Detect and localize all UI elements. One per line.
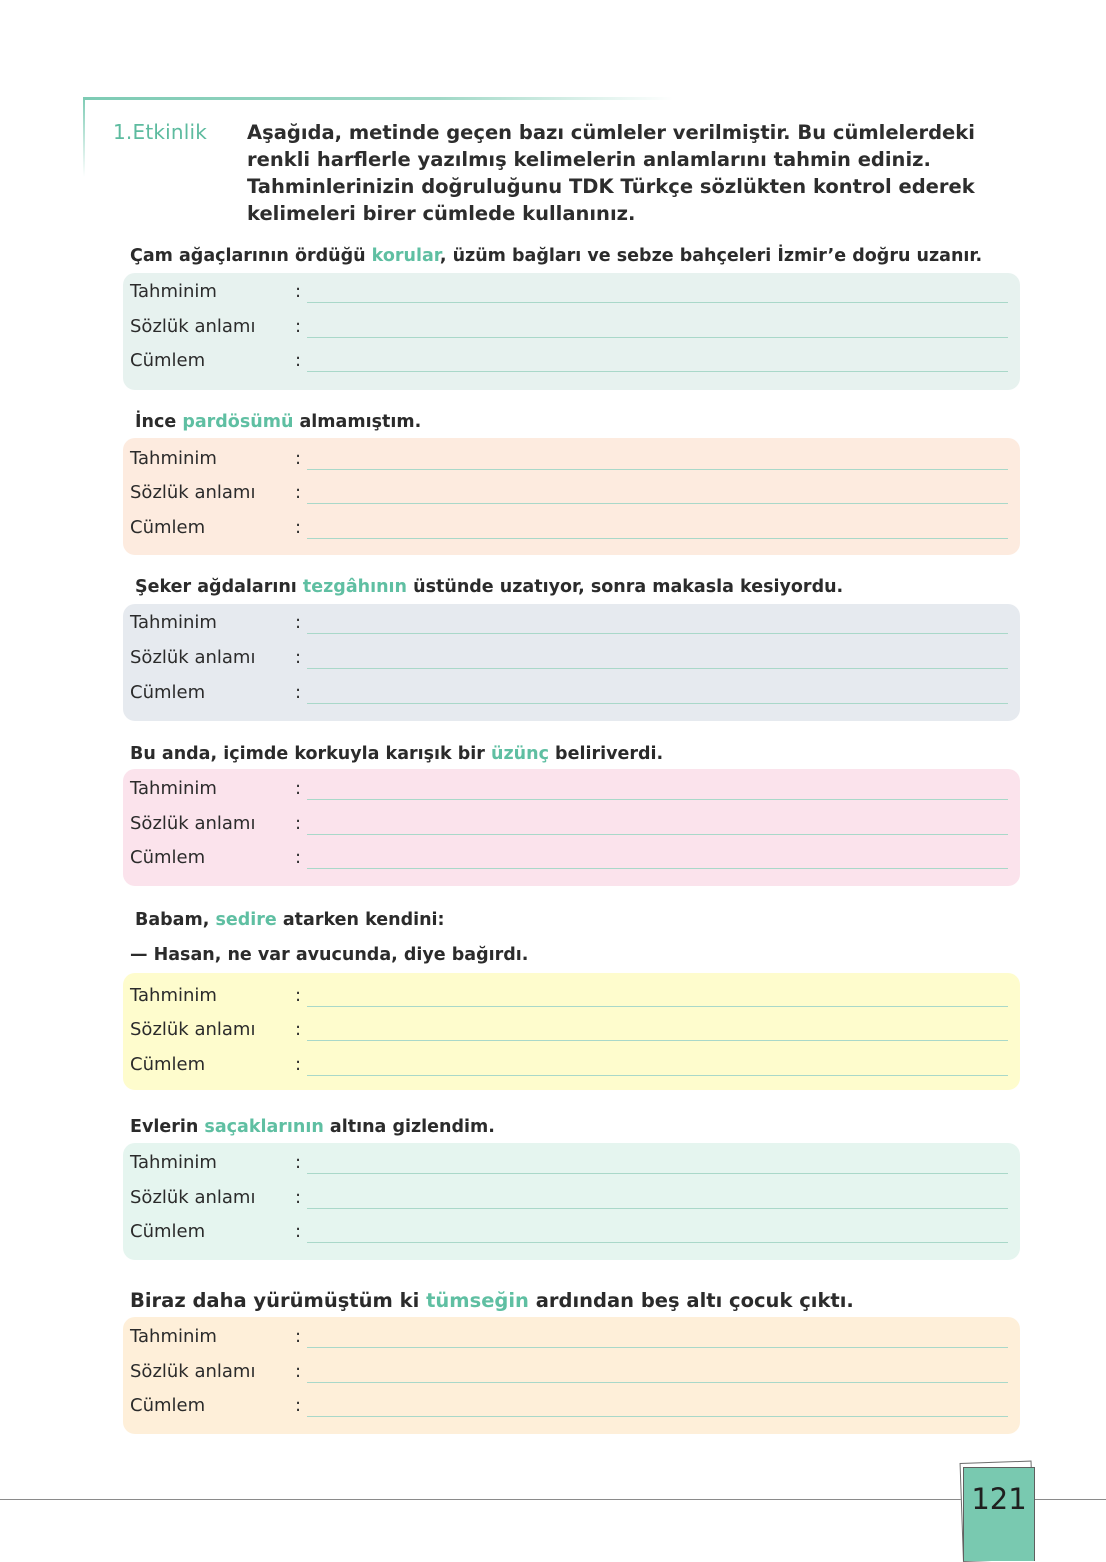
dictionary-input-line[interactable] <box>307 337 1008 338</box>
dictionary-label: Sözlük anlamı <box>130 482 256 503</box>
dictionary-row: Sözlük anlamı : <box>130 1013 1008 1047</box>
highlighted-word: sedire <box>215 910 277 930</box>
guess-input-line[interactable] <box>307 799 1008 800</box>
guess-label: Tahminim <box>130 1152 217 1173</box>
dictionary-label: Sözlük anlamı <box>130 1187 256 1208</box>
highlighted-word: korular <box>371 246 440 266</box>
highlighted-word: saçaklarının <box>204 1117 324 1137</box>
sentence-label: Cümlem <box>130 1054 206 1075</box>
dictionary-label: Sözlük anlamı <box>130 1019 256 1040</box>
example-sentence-5: Babam, sedire atarken kendini: <box>135 910 445 930</box>
activity-instruction: Aşağıda, metinde geçen bazı cümleler verilmiştir. Bu cümlelerdeki renkli harflerle yazılmış kelimelerin anlamlarını tahmin ediniz. Tahminlerinizin doğruluğunu TDK Türkçe sözlükten kontrol ederek kelimeleri birer cümlede kullanınız. <box>247 121 975 225</box>
dictionary-input-line[interactable] <box>307 834 1008 835</box>
dictionary-row: Sözlük anlamı : <box>130 1181 1008 1215</box>
guess-input-line[interactable] <box>307 1347 1008 1348</box>
dictionary-row: Sözlük anlamı : <box>130 310 1008 344</box>
sentence-row: Cümlem : <box>130 344 1008 378</box>
dictionary-row: Sözlük anlamı : <box>130 641 1008 675</box>
activity-label: 1.Etkinlik <box>113 120 208 144</box>
dictionary-label: Sözlük anlamı <box>130 1361 256 1382</box>
sentence-label: Cümlem <box>130 517 206 538</box>
highlighted-word: tümseğin <box>426 1289 529 1312</box>
example-sentence-1: Çam ağaçlarının ördüğü korular, üzüm bağları ve sebze bahçeleri İzmir’e doğru uzanır. <box>130 246 983 266</box>
dictionary-row: Sözlük anlamı : <box>130 807 1008 841</box>
dictionary-label: Sözlük anlamı <box>130 813 256 834</box>
sentence-input-line[interactable] <box>307 703 1008 704</box>
sentence-input-line[interactable] <box>307 538 1008 539</box>
guess-label: Tahminim <box>130 612 217 633</box>
sentence-label: Cümlem <box>130 350 206 371</box>
answer-box-4 <box>123 769 1020 886</box>
dictionary-input-line[interactable] <box>307 1382 1008 1383</box>
guess-label: Tahminim <box>130 448 217 469</box>
dictionary-label: Sözlük anlamı <box>130 316 256 337</box>
dictionary-input-line[interactable] <box>307 1040 1008 1041</box>
guess-input-line[interactable] <box>307 302 1008 303</box>
answer-box-7 <box>123 1317 1020 1434</box>
sentence-row: Cümlem : <box>130 511 1008 545</box>
highlighted-word: üzünç <box>491 744 549 764</box>
guess-input-line[interactable] <box>307 469 1008 470</box>
answer-box-5 <box>123 973 1020 1090</box>
guess-row: Tahminim : <box>130 1146 1008 1180</box>
guess-label: Tahminim <box>130 985 217 1006</box>
sentence-input-line[interactable] <box>307 371 1008 372</box>
answer-box-1 <box>123 273 1020 390</box>
guess-label: Tahminim <box>130 778 217 799</box>
sentence-row: Cümlem : <box>130 1048 1008 1082</box>
guess-input-line[interactable] <box>307 1006 1008 1007</box>
guess-row: Tahminim : <box>130 1320 1008 1354</box>
highlighted-word: tezgâhının <box>302 577 408 597</box>
example-sentence-7: Biraz daha yürümüştüm ki tümseğin ardından beş altı çocuk çıktı. <box>130 1289 854 1312</box>
example-sentence-6: Evlerin saçaklarının altına gizlendim. <box>130 1117 495 1137</box>
example-sentence-2: İnce pardösümü almamıştım. <box>135 412 422 432</box>
guess-label: Tahminim <box>130 281 217 302</box>
guess-row: Tahminim : <box>130 606 1008 640</box>
highlighted-word: pardösümü <box>182 412 294 432</box>
guess-input-line[interactable] <box>307 1173 1008 1174</box>
sentence-row: Cümlem : <box>130 841 1008 875</box>
sentence-input-line[interactable] <box>307 1075 1008 1076</box>
guess-row: Tahminim : <box>130 979 1008 1013</box>
guess-row: Tahminim : <box>130 275 1008 309</box>
sentence-input-line[interactable] <box>307 868 1008 869</box>
footer-rule <box>0 1499 1106 1500</box>
dictionary-input-line[interactable] <box>307 1208 1008 1209</box>
guess-label: Tahminim <box>130 1326 217 1347</box>
activity-frame-top <box>83 97 673 100</box>
dictionary-row: Sözlük anlamı : <box>130 1355 1008 1389</box>
sentence-row: Cümlem : <box>130 1389 1008 1423</box>
sentence-input-line[interactable] <box>307 1242 1008 1243</box>
sentence-label: Cümlem <box>130 682 206 703</box>
answer-box-6 <box>123 1143 1020 1260</box>
example-sentence-3: Şeker ağdalarını tezgâhının üstünde uzatıyor, sonra makasla kesiyordu. <box>135 577 844 597</box>
answer-box-3 <box>123 604 1020 721</box>
sentence-label: Cümlem <box>130 847 206 868</box>
dictionary-label: Sözlük anlamı <box>130 647 256 668</box>
sentence-label: Cümlem <box>130 1395 206 1416</box>
sentence-label: Cümlem <box>130 1221 206 1242</box>
sentence-row: Cümlem : <box>130 1215 1008 1249</box>
dictionary-input-line[interactable] <box>307 668 1008 669</box>
sentence-row: Cümlem : <box>130 676 1008 710</box>
activity-frame-left <box>83 97 85 177</box>
page-number: 121 <box>971 1482 1027 1516</box>
dictionary-row: Sözlük anlamı : <box>130 476 1008 510</box>
guess-input-line[interactable] <box>307 633 1008 634</box>
answer-box-2 <box>123 438 1020 555</box>
example-sentence-4: Bu anda, içimde korkuyla karışık bir üzünç beliriverdi. <box>130 744 664 764</box>
dictionary-input-line[interactable] <box>307 503 1008 504</box>
sentence-input-line[interactable] <box>307 1416 1008 1417</box>
guess-row: Tahminim : <box>130 772 1008 806</box>
guess-row: Tahminim : <box>130 442 1008 476</box>
example-sentence-5-dialogue: — Hasan, ne var avucunda, diye bağırdı. <box>130 945 529 965</box>
